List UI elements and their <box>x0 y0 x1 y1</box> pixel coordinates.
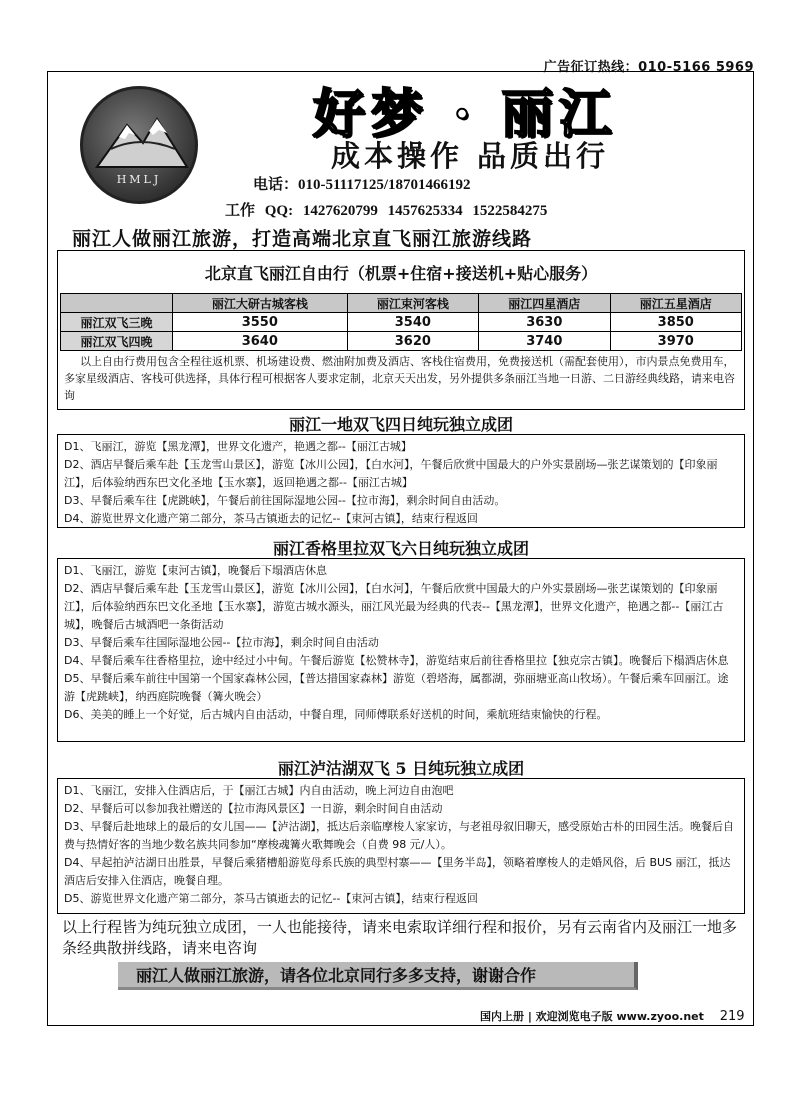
price-section-title: 北京直飞丽江自由行（机票+住宿+接送机+贴心服务） <box>204 264 598 283</box>
empty-corner-cell <box>61 294 173 313</box>
column-header: 丽江四星酒店 <box>479 294 610 313</box>
contact-phone: 电话：010-51117125/18701466192 <box>253 177 471 193</box>
row-label: 丽江双飞四晚 <box>61 332 173 351</box>
price-section <box>57 250 745 410</box>
price-cell: 3620 <box>347 332 478 351</box>
table-row <box>61 332 742 351</box>
logo-text: HMLJ <box>116 173 162 186</box>
tour-itinerary-box <box>57 434 745 528</box>
itinerary-day: D4、早餐后乘车往香格里拉，途中经过小中甸。午餐后游览【松赞林寺】，游览结束后前往香格里拉【独克宗古镇】。晚餐后下榻酒店休息 <box>64 654 729 667</box>
thanks-banner: 丽江人做丽江旅游，请各位北京同行多多支持，谢谢合作 <box>118 962 638 990</box>
price-cell: 3540 <box>347 313 478 332</box>
footer-text: 国内上册 | 欢迎浏览电子版 www.zyoo.net <box>480 1010 704 1023</box>
column-header: 丽江五星酒店 <box>610 294 741 313</box>
price-cell: 3850 <box>610 313 741 332</box>
column-header: 丽江大研古城客栈 <box>173 294 348 313</box>
price-cell: 3550 <box>173 313 348 332</box>
itinerary-day: D2、早餐后可以参加我社赠送的【拉市海风景区】一日游，剩余时间自由活动 <box>64 802 443 815</box>
price-table <box>60 293 742 351</box>
itinerary-day: D4、早起拍泸沽湖日出胜景，早餐后乘猪槽船游览母系氏族的典型村寨——【里务半岛】，领略着摩梭人的走婚风俗，后 BUS 丽江，抵达酒店后安排入住酒店，晚餐自理。 <box>64 856 731 887</box>
tour-itinerary-box <box>57 778 745 914</box>
column-header: 丽江束河客栈 <box>347 294 478 313</box>
ad-hotline: 广告征订热线：010-5166 5969 <box>543 60 754 75</box>
table-row <box>61 313 742 332</box>
itinerary-day: D1、飞丽江，游览【束河古镇】，晚餐后下塌酒店休息 <box>64 564 327 577</box>
mountain-logo-icon <box>83 89 198 204</box>
itinerary-day: D5、游览世界文化遗产第二部分，茶马古镇逝去的记忆--【束河古镇】，结束行程返回 <box>64 892 478 905</box>
itinerary-day: D3、早餐后乘车往国际湿地公园--【拉市海】，剩余时间自由活动 <box>64 636 379 649</box>
itinerary-day: D2、酒店早餐后乘车赴【玉龙雪山景区】，游览【冰川公园】，【白水河】，午餐后欣赏中国最大的户外实景剧场—张艺谋策划的【印象丽江】，后体验纳西东巴文化圣地【玉水寨】，返回艳遇之都--【丽江古城】 <box>64 458 718 489</box>
price-cell: 3970 <box>610 332 741 351</box>
brand-title: 好梦 · 丽江 <box>312 84 618 145</box>
price-cell: 3740 <box>479 332 610 351</box>
price-table-header <box>61 294 742 313</box>
itinerary-day: D3、早餐后乘车往【虎跳峡】，午餐后前往国际湿地公园--【拉市海】，剩余时间自由活动。 <box>64 494 506 507</box>
page-footer <box>480 1008 745 1024</box>
tour-title: 丽江泸沽湖双飞 5 日纯玩独立成团 <box>277 759 525 778</box>
tour-title: 丽江香格里拉双飞六日纯玩独立成团 <box>272 539 529 558</box>
itinerary-day: D4、游览世界文化遗产第二部分，茶马古镇逝去的记忆--【束河古镇】，结束行程返回 <box>64 512 478 525</box>
contact-qq: 工作 QQ: 1427620799 1457625334 1522584275 <box>225 203 548 219</box>
closing-text: 以上行程皆为纯玩独立成团，一人也能接待，请来电索取详细行程和报价，另有云南省内及丽江一地多条经典散拼线路，请来电咨询 <box>62 918 738 957</box>
tour-title: 丽江一地双飞四日纯玩独立成团 <box>288 415 513 434</box>
itinerary-day: D3、早餐后赴地球上的最后的女儿国——【泸沽湖】，抵达后亲临摩梭人家家访，与老祖母叙旧聊天，感受原始古朴的田园生活。晚餐后自费与热情好客的当地少数名族共同参加“摩梭魂篝火歌舞晚会（自费 98 元/人）。 <box>64 820 734 851</box>
price-note: 以上自由行费用包含全程往返机票、机场建设费、燃油附加费及酒店、客栈住宿费用，免费接送机（需配套使用），市内景点免费用车，多家星级酒店、客栈可供选择，具体行程可根据客人要求定制，北京天天出发，另外提供多条丽江当地一日游、二日游经典线路，请来电咨询 <box>64 355 735 402</box>
tour-itinerary-box <box>57 558 745 742</box>
page-headline: 丽江人做丽江旅游，打造高端北京直飞丽江旅游线路 <box>72 228 533 250</box>
itinerary-day: D1、飞丽江，安排入住酒店后，于【丽江古城】内自由活动，晚上河边自由泡吧 <box>64 784 454 797</box>
brand-slogan: 成本操作 品质出行 <box>330 139 610 173</box>
itinerary-day: D2、酒店早餐后乘车赴【玉龙雪山景区】，游览【冰川公园】，【白水河】，午餐后欣赏中国最大的户外实景剧场—张艺谋策划的【印象丽江】，后体验纳西东巴文化圣地【玉水寨】，游览古城水源头，丽江风光最为经典的代表--【黑龙潭】，世界文化遗产，艳遇之都--【丽江古城】，晚餐后古城酒吧一条街活动 <box>64 582 724 631</box>
price-cell: 3640 <box>173 332 348 351</box>
brand-logo <box>80 86 198 204</box>
itinerary-day: D5、早餐后乘车前往中国第一个国家森林公园，【普达措国家森林】游览（碧塔海，属都湖，弥丽塘亚高山牧场）。午餐后乘车回丽江。途游【虎跳峡】，纳西庭院晚餐（篝火晚会） <box>64 672 729 703</box>
price-cell: 3630 <box>479 313 610 332</box>
itinerary-day: D1、飞丽江，游览【黑龙潭】，世界文化遗产，艳遇之都--【丽江古城】 <box>64 440 412 453</box>
row-label: 丽江双飞三晚 <box>61 313 173 332</box>
itinerary-day: D6、美美的睡上一个好觉，后古城内自由活动，中餐自理，同师傅联系好送机的时间，乘航班结束愉快的行程。 <box>64 708 608 721</box>
page-number: 219 <box>719 1009 745 1024</box>
